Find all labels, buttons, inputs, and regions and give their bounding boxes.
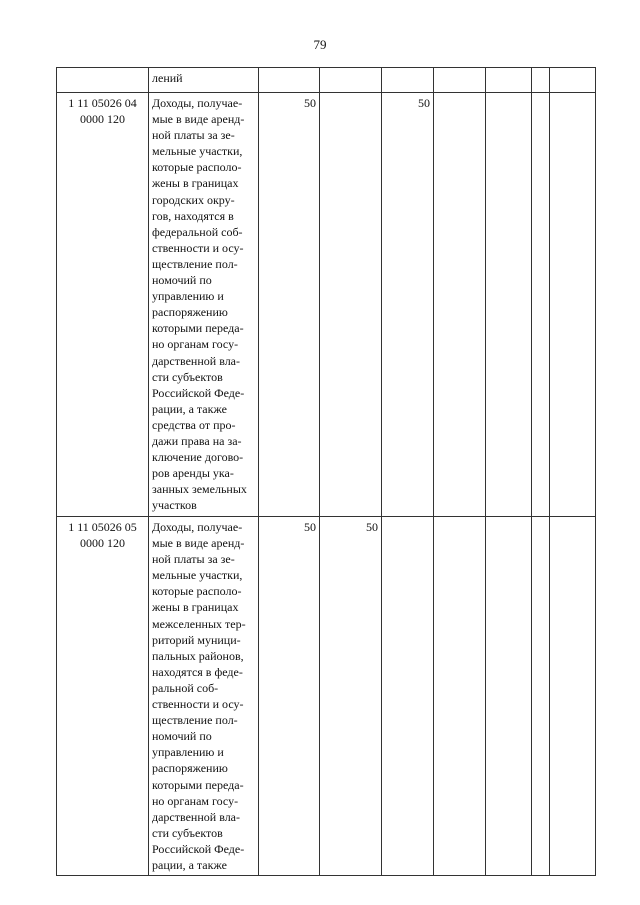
value-cell — [434, 517, 486, 876]
budget-code-cell — [57, 68, 149, 93]
value-cell — [259, 68, 320, 93]
value-cell — [550, 517, 596, 876]
revenue-name-cell: лений — [149, 68, 259, 93]
value-cell — [486, 68, 532, 93]
value-cell — [486, 93, 532, 517]
table-row — [57, 93, 596, 517]
table-row — [57, 517, 596, 876]
value-cell: 50 — [259, 517, 320, 876]
value-cell — [320, 93, 382, 517]
revenue-name-cell: Доходы, получае- мые в виде аренд- ной платы за зе- мельные участки, которые располо- жены в границах межселенных тер- риторий муници- пальных районов, находятся в феде- ральной соб- ственности и осу- ществление пол- номочий по управлению и распоряжению которыми переда- но органам госу- дарственной вла- сти субъектов Российской Феде- рации, а также — [149, 517, 259, 876]
table-row — [57, 68, 596, 93]
page-number: 79 — [313, 37, 327, 52]
value-cell — [486, 517, 532, 876]
budget-code-cell: 1 11 05026 05 0000 120 — [57, 517, 149, 876]
value-cell — [532, 517, 550, 876]
value-cell — [532, 68, 550, 93]
value-cell — [532, 93, 550, 517]
value-cell: 50 — [382, 93, 434, 517]
value-cell: 50 — [259, 93, 320, 517]
budget-code-cell: 1 11 05026 04 0000 120 — [57, 93, 149, 517]
value-cell — [382, 517, 434, 876]
value-cell — [550, 93, 596, 517]
value-cell — [320, 68, 382, 93]
value-cell — [434, 93, 486, 517]
value-cell — [434, 68, 486, 93]
value-cell: 50 — [320, 517, 382, 876]
value-cell — [550, 68, 596, 93]
value-cell — [382, 68, 434, 93]
revenue-table — [56, 67, 596, 876]
revenue-name-cell: Доходы, получае- мые в виде аренд- ной платы за зе- мельные участки, которые располо- жены в границах городских окру- гов, находятся в федеральной соб- ственности и осу- ществление пол- номочий по управлению и распоряжению которыми переда- но органам госу- дарственной вла- сти субъектов Российской Феде- рации, а также средства от про- дажи права на за- ключение догово- ров аренды ука- занных земельных участков — [149, 93, 259, 517]
